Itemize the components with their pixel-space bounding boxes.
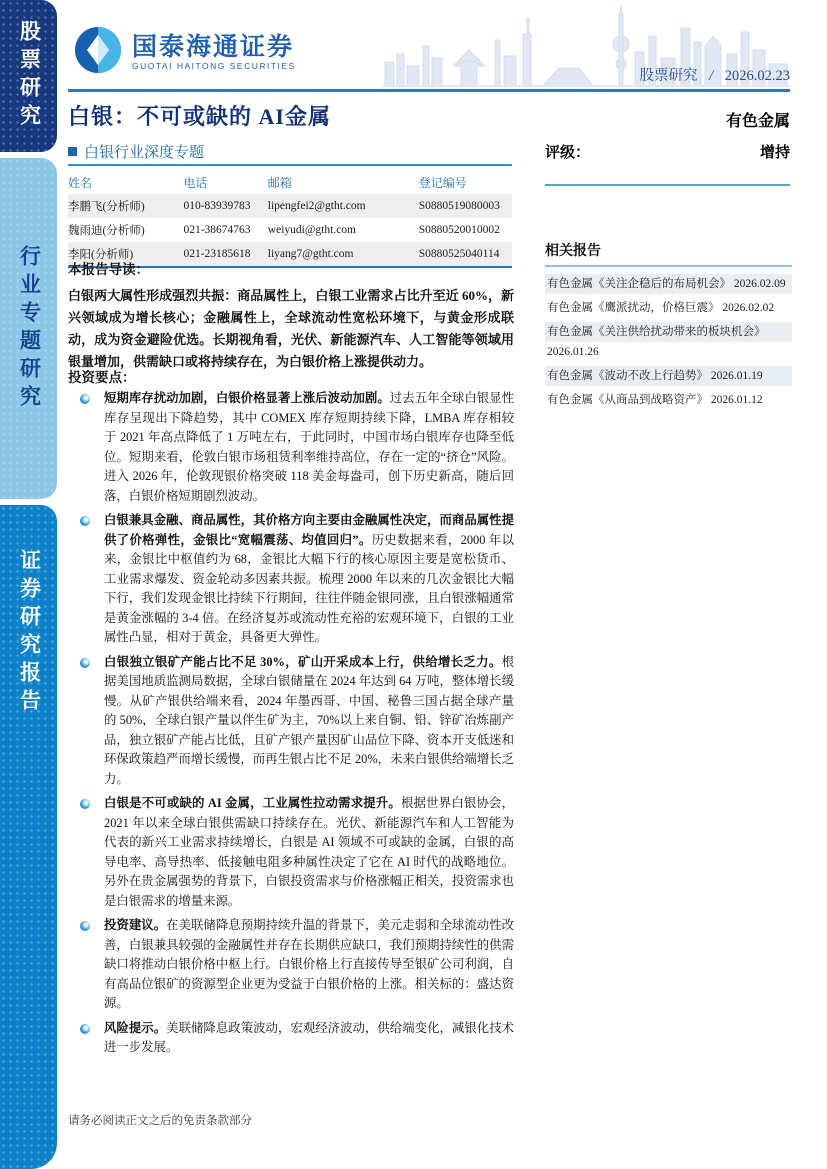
bullet-marker-icon xyxy=(80,658,90,668)
column-header-regno: 登记编号 xyxy=(418,176,467,190)
bullet-marker-icon xyxy=(80,799,90,809)
bullet-text: 风险提示。美联储降息政策波动，宏观经济波动，供给端变化，减银化技术进一步发展。 xyxy=(104,1020,515,1054)
bullet-text: 白银是不可或缺的 AI 金属，工业属性拉动需求提升。根据世界白银协会，2021 年以来全球白银供需缺口持续存在。光伏、新能源汽车和人工智能为代表的新兴工业需求持续增长，白银是 AI 领域不可或缺的金属，白银的高导电率、高导热率、低接触电阻多种属性决定了它在 AI 时代的战略地位。另外在贵金属强势的背景下，白银投资需求与价格涨幅正相关，投资需求也是白银需求的增量来源。 xyxy=(104,796,515,908)
brand-name-cn: 国泰海通证券 xyxy=(132,32,295,61)
bullet-marker-icon xyxy=(80,394,90,404)
bullet-item xyxy=(80,389,514,506)
column-header-email: 邮箱 xyxy=(267,176,292,190)
sidebar-label-industry-topic: 行业专题研究 xyxy=(17,244,41,413)
bullet-marker-icon xyxy=(80,516,90,526)
sidebar-segment-securities-report xyxy=(0,505,57,1169)
bullet-item xyxy=(80,916,514,1014)
bullet-lead: 白银独立银矿产能占比不足 30%，矿山开采成本上行，供给增长乏力。 xyxy=(104,654,502,669)
rating-divider xyxy=(545,184,790,186)
report-date: 2026.02.23 xyxy=(724,68,790,84)
sidebar-label-stock-research: 股票研究 xyxy=(17,20,41,132)
subtitle-square-icon xyxy=(68,147,77,156)
bullet-lead: 白银兼具金融、商品属性，其价格方向主要由金融属性决定，而商品属性提供了价格弹性，金银比“宽幅震荡、均值回归”。 xyxy=(104,513,514,547)
bullet-lead: 投资建议。 xyxy=(104,918,167,932)
page-title: 白银：不可或缺的 AI金属 xyxy=(68,104,331,129)
related-report-item[interactable]: 有色金属《从商品到战略资产》 2026.01.12 xyxy=(547,394,763,406)
analyst-table xyxy=(68,170,512,268)
bullet-text: 投资建议。在美联储降息预期持续升温的背景下，美元走弱和全球流动性改善，白银兼具较强的金融属性并存在长期供应缺口，我们预期持续性的供需缺口将推动白银价格中枢上行。白银价格上行直接传导至银矿公司利润，自有高品位银矿的资源型企业更为受益于白银价格的上涨。相关标的：盛达资源。 xyxy=(104,918,515,1010)
subtitle-divider xyxy=(68,164,512,166)
analyst-table-body xyxy=(68,194,512,267)
analyst-table-header xyxy=(68,170,512,194)
bullet-item xyxy=(80,653,514,790)
bullet-item xyxy=(80,794,514,911)
intro-body: 白银两大属性形成强烈共振：商品属性上，白银工业需求占比升至近 60%，新兴领域成为增长核心；金融属性上，全球流动性宽松环境下，与黄金形成联动，成为资金避险优选。长期视角看，光伏、新能源汽车、人工智能等领域用银量增加，供需缺口或将持续存在，为白银价格上涨提供动力。 xyxy=(68,288,514,369)
related-report-item[interactable]: 有色金属《波动不改上行趋势》 2026.01.19 xyxy=(545,366,792,386)
bullet-item xyxy=(80,1019,514,1058)
report-subtitle: 白银行业深度专题 xyxy=(84,145,205,161)
bullet-text: 白银独立银矿产能占比不足 30%，矿山开采成本上行，供给增长乏力。根据美国地质监测局数据，全球白银储量在 2024 年达到 64 万吨，整体增长缓慢。从矿产银供给端来看，2024 年墨西哥、中国、秘鲁三国占据全球产量的 50%，全球白银产量以伴生矿为主，70%以上来自铜、铅、锌矿冶炼副产品，独立银矿产能占比低，且矿产银产量因矿山品位下降、资本开支低迷和环保政策趋严而增长缓慢，而再生银占比不足 20%，未来白银供给端增长乏力。 xyxy=(104,654,514,786)
research-category: 股票研究 xyxy=(639,68,698,84)
bullet-marker-icon xyxy=(80,1024,90,1034)
related-report-item[interactable]: 有色金属《关注供给扰动带来的板块机会》 2026.01.26 xyxy=(545,322,792,362)
intro-heading: 本报告导读： xyxy=(68,262,149,277)
bullet-text: 白银兼具金融、商品属性，其价格方向主要由金融属性决定，而商品属性提供了价格弹性，金银比“宽幅震荡、均值回归”。历史数据来看，2000 年以来，金银比中枢值约为 68，金银比大幅下行的核心原因主要是宽松货币、工业需求爆发、资金轮动多因素共振。梳理 2000 年以来的几次金银比大幅下行，我们发现金银比持续下行期间，往往伴随金银同涨，且白银涨幅通常是黄金涨幅的 3-4 倍。在经济复苏或流动性充裕的宏观环境下，白银的工业属性凸显，相对于黄金，具备更大弹性。 xyxy=(104,513,514,644)
table-row: 魏雨迪(分析师) 021-38674763 weiyudi@gtht.com S0880520010002 xyxy=(68,224,500,237)
sidebar-label-securities-report: 证券研究报告 xyxy=(17,549,41,717)
industry-label: 有色金属 xyxy=(725,113,790,130)
bullet-list xyxy=(80,389,514,1058)
related-report-item[interactable]: 有色金属《关注企稳后的布局机会》 2026.02.09 xyxy=(545,274,792,294)
separator: / xyxy=(709,68,714,84)
disclaimer-note: 请务必阅读正文之后的免责条款部分 xyxy=(68,1115,252,1127)
brand-name-en: GUOTAI HAITONG SECURITIES xyxy=(132,61,296,72)
sidebar-segment-stock-research xyxy=(0,0,57,152)
bullet-item xyxy=(80,511,514,648)
column-header-name: 姓名 xyxy=(68,176,93,190)
research-category-date xyxy=(68,64,790,85)
related-reports-divider xyxy=(545,265,792,267)
key-points-heading: 投资要点： xyxy=(68,370,136,385)
table-row: 李鹏飞(分析师) 010-83939783 lipengfei2@gtht.com S0880519080003 xyxy=(68,194,512,218)
bullet-lead: 风险提示。 xyxy=(104,1020,167,1035)
rating-label: 评级： xyxy=(545,145,591,161)
rating-value: 增持 xyxy=(759,145,790,161)
bullet-marker-icon xyxy=(80,921,90,931)
header-divider xyxy=(68,89,790,92)
table-row: 李阳(分析师) 021-23185618 liyang7@gtht.com S0880525040114 xyxy=(68,242,512,267)
sidebar-segment-industry-topic xyxy=(0,158,57,499)
bullet-text: 短期库存扰动加剧，白银价格显著上涨后波动加剧。过去五年全球白银显性库存呈现出下降趋势，其中 COMEX 库存短期持续下降，LMBA 库存相较于 2021 年高点降低了 1 万吨左右，于此同时，中国市场白银库存也降至低位。短期来看，伦敦白银市场租赁利率维持高位，存在一定的“挤仓”风险。进入 2026 年，伦敦现银价格突破 118 美金每盎司，创下历史新高，随后回落，白银价格短期剧烈波动。 xyxy=(104,391,515,503)
related-list xyxy=(545,274,792,410)
bullet-lead: 白银是不可或缺的 AI 金属，工业属性拉动需求提升。 xyxy=(104,796,402,810)
related-reports-heading: 相关报告 xyxy=(545,244,601,259)
column-header-phone: 电话 xyxy=(183,176,208,190)
related-report-item[interactable]: 有色金属《鹰派扰动，价格巨震》 2026.02.02 xyxy=(547,302,775,314)
related-reports-panel xyxy=(545,240,792,414)
bullet-lead: 短期库存扰动加剧，白银价格显著上涨后波动加剧。 xyxy=(104,391,390,405)
